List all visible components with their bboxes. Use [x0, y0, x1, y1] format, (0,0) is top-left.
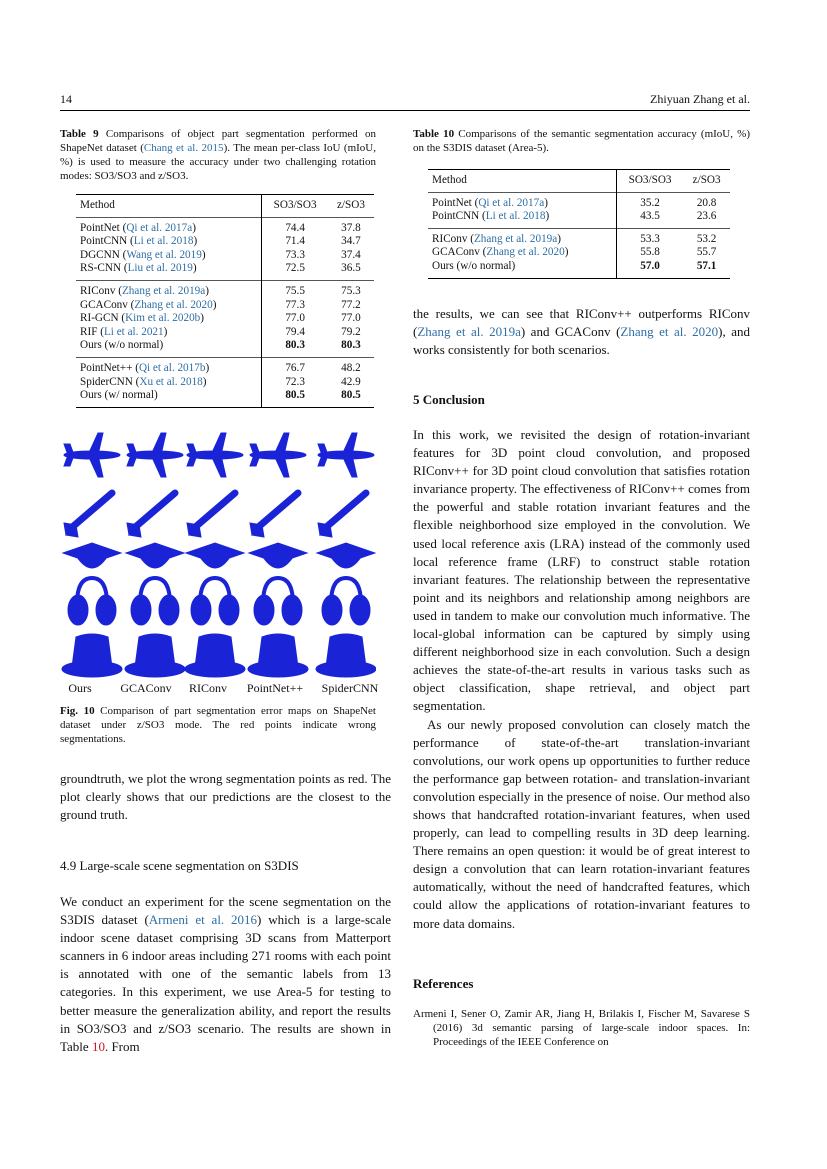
figure10-error-maps — [60, 423, 376, 693]
table10-caption: Table 10 Comparisons of the semantic segmentation accuracy (mIoU, %) on the S3DIS dataset (Area-5). — [413, 128, 751, 154]
airplane-pointcloud — [249, 428, 308, 482]
section-4-9-title: 4.9 Large-scale scene segmentation on S3DIS — [60, 858, 299, 873]
cite-link[interactable]: Li et al. 2018 — [133, 235, 194, 248]
rocket-pointcloud — [187, 493, 235, 537]
page-number: 14 — [60, 92, 72, 106]
running-author: Zhiyuan Zhang et al. — [650, 92, 750, 106]
table-row: RIConv (Zhang et al. 2019a) 53.3 53.2 — [428, 228, 730, 246]
cite-link[interactable]: Zhang et al. 2020 — [486, 246, 565, 259]
table-row: DGCNN (Wang et al. 2019) 73.3 37.4 — [76, 249, 374, 263]
cite-link[interactable]: Kim et al. 2020b — [125, 312, 201, 325]
cite-link[interactable]: Zhang et al. 2020 — [620, 324, 719, 340]
left-para1: groundtruth, we plot the wrong segmentation points as red. The plot clearly shows that our predictions are the closest to the ground truth. — [60, 771, 391, 823]
column-header: SO3/SO3 — [262, 195, 328, 218]
cite-link[interactable]: Qi et al. 2017a — [126, 221, 193, 234]
table-row: PointNet++ (Qi et al. 2017b) 76.7 48.2 — [76, 357, 374, 375]
table-row: GCAConv (Zhang et al. 2020) 55.8 55.7 — [428, 246, 730, 260]
column-header: SO3/SO3 — [616, 170, 683, 193]
cite-link[interactable]: Wang et al. 2019 — [126, 248, 202, 261]
table9 — [76, 194, 374, 408]
cite-link[interactable]: Liu et al. 2019 — [127, 262, 193, 275]
hat-pointcloud — [248, 629, 308, 682]
table-ref-link[interactable]: 10 — [91, 1038, 105, 1054]
airplane-pointcloud — [64, 433, 120, 477]
figure-column-label: Ours — [68, 681, 92, 695]
conclusion-body: In this work, we revisited the design of rotation-invariant features for 3D point cloud convolution, and proposed RIConv++ for 3D point cloud convolution that satisfies rotation invariance property. The effectiveness of RIConv++ comes from the powerful and stable rotation invariant features and the flexible neighborhood size employed in the convolution. We used local reference axis (LRA) instead of the commonly used local reference frame (LRF) to construct stable rotation invariant features. The relationship between the representative point and its neighbors and relationship among neighbors are used in tandem to make our convolution much informative. The local-global information can be captured by simply using different neighborhood size in each convolution. Such a design achieves the state-of-the-art results in various tasks such as object classification, shape retrieval, and object part segmentation. As our newly proposed convolution can closely match the performance of state-of-the-art translation-invariant convolutions, our work opens up opportunities to further reduce the performance gap between rotation- and translation-invariant convolution especially in the presence of noise. Our method also shows that handcrafted rotation-invariant features, when used properly, can lead to compelling results in 3D deep learning. There remains an open question: it would be of great interest to design a convolution that can learn rotation-invariant features automatically, without the need of handcrafted features, which could allow the applications of rotation-invariant features to more data domains. — [413, 427, 750, 931]
right-para1: the results, we can see that RIConv++ outperforms RIConv (Zhang et al. 2019a) and GCAConv (Zhang et al. 2020), and works consistently for both scenarios. — [413, 306, 750, 358]
rocket-pointcloud — [64, 493, 115, 537]
cap-pointcloud — [117, 530, 184, 584]
cite-link[interactable]: Zhang et al. 2019a — [417, 324, 521, 340]
column-header: z/SO3 — [683, 170, 730, 193]
table-row: PointNet (Qi et al. 2017a) 74.4 37.8 — [76, 217, 374, 235]
table9-label: Table 9 — [60, 128, 99, 140]
figure-column-label: SpiderCNN — [321, 681, 379, 695]
cite-link[interactable]: Qi et al. 2017b — [138, 361, 206, 374]
header-rule — [60, 110, 750, 111]
table-row: RI-GCN (Kim et al. 2020b) 77.0 77.0 — [76, 312, 374, 326]
cite-link[interactable]: Armeni et al. 2016 — [148, 912, 258, 928]
earphone-pointcloud — [131, 578, 190, 631]
cite-link[interactable]: Li et al. 2021 — [103, 325, 164, 338]
table-row: RS-CNN (Liu et al. 2019) 72.5 36.5 — [76, 262, 374, 280]
earphone-pointcloud — [60, 578, 116, 626]
cite-link[interactable]: Zhang et al. 2020 — [134, 298, 213, 311]
table-row: Ours (w/ normal) 80.5 80.5 — [76, 389, 374, 407]
table-row: GCAConv (Zhang et al. 2020) 77.3 77.2 — [76, 299, 374, 313]
table-row: PointCNN (Li et al. 2018) 43.5 23.6 — [428, 210, 730, 228]
cap-pointcloud — [178, 530, 244, 585]
cap-pointcloud — [308, 529, 375, 582]
reference-item: Armeni I, Sener O, Zamir AR, Jiang H, Brilakis I, Fischer M, Savarese S (2016) 3d semantic parsing of large-scale indoor spaces. In: Proceedings of the IEEE Conference on — [413, 1008, 750, 1048]
left-para2: We conduct an experiment for the scene segmentation on the S3DIS dataset (Armeni et al. 2016) which is a large-scale indoor scene dataset comprising 3D scans from Matterport scanners in 6 indoor areas including 271 rooms with each point is annotated with one of the semantic labels from 13 categories. In this experiment, we use Area-5 for testing to better measure the generalization ability, and report the results in SO3/SO3 and z/SO3 scenario. The results are shown in Table 10. From — [60, 894, 391, 1054]
cite-link[interactable]: Zhang et al. 2019a — [121, 284, 206, 297]
table-row: Ours (w/o normal) 57.0 57.1 — [428, 260, 730, 278]
hat-pointcloud — [125, 632, 190, 682]
table9-caption: Table 9 Comparisons of object part segmentation performed on ShapeNet dataset (Chang et al. 2015). The mean per-class IoU (mIoU, %) is used to measure the accuracy under two challenging rotation modes: SO3/SO3 and z/SO3. — [60, 128, 377, 182]
cite-link[interactable]: Li et al. 2018 — [485, 210, 546, 223]
earphone-pointcloud — [322, 577, 376, 631]
hat-pointcloud — [185, 627, 247, 682]
rocket-pointcloud — [127, 486, 179, 537]
table-row: RIConv (Zhang et al. 2019a) 75.5 75.3 — [76, 280, 374, 298]
table-row: PointCNN (Li et al. 2018) 71.4 34.7 — [76, 235, 374, 249]
references-title: References — [413, 976, 474, 991]
cite-link[interactable]: Chang et al. 2015 — [143, 142, 224, 154]
earphone-pointcloud — [184, 577, 240, 631]
table-row: RIF (Li et al. 2021) 79.4 79.2 — [76, 326, 374, 340]
cite-link[interactable]: Qi et al. 2017a — [478, 196, 545, 209]
figure-column-label: PointNet++ — [246, 681, 304, 695]
cap-pointcloud — [63, 542, 121, 577]
airplane-pointcloud — [127, 428, 189, 479]
table10 — [428, 169, 730, 279]
table-row: PointNet (Qi et al. 2017a) 35.2 20.8 — [428, 192, 730, 210]
section-5-title: 5 Conclusion — [413, 392, 485, 407]
cite-link[interactable]: Xu et al. 2018 — [139, 375, 203, 388]
rocket-pointcloud — [250, 492, 298, 538]
earphone-pointcloud — [254, 577, 313, 632]
table-row: SpiderCNN (Xu et al. 2018) 72.3 42.9 — [76, 376, 374, 390]
column-header: z/SO3 — [328, 195, 374, 218]
cite-link[interactable]: Zhang et al. 2019a — [473, 232, 558, 245]
figure-column-label: GCAConv — [120, 681, 172, 695]
hat-pointcloud — [60, 627, 122, 681]
column-header: Method — [76, 195, 262, 218]
cap-pointcloud — [249, 530, 315, 583]
column-header: Method — [428, 170, 616, 193]
hat-pointcloud — [310, 628, 376, 682]
airplane-pointcloud — [185, 428, 243, 483]
table10-label: Table 10 — [413, 128, 455, 140]
figure-column-label: RIConv — [188, 681, 228, 695]
figure10-caption: Fig. 10 Comparison of part segmentation error maps on ShapeNet dataset under z/SO3 mode. The red points indicate wrong segmentations. — [60, 705, 376, 745]
rocket-pointcloud — [318, 485, 373, 537]
airplane-pointcloud — [318, 428, 376, 483]
table-row: Ours (w/o normal) 80.3 80.3 — [76, 339, 374, 357]
